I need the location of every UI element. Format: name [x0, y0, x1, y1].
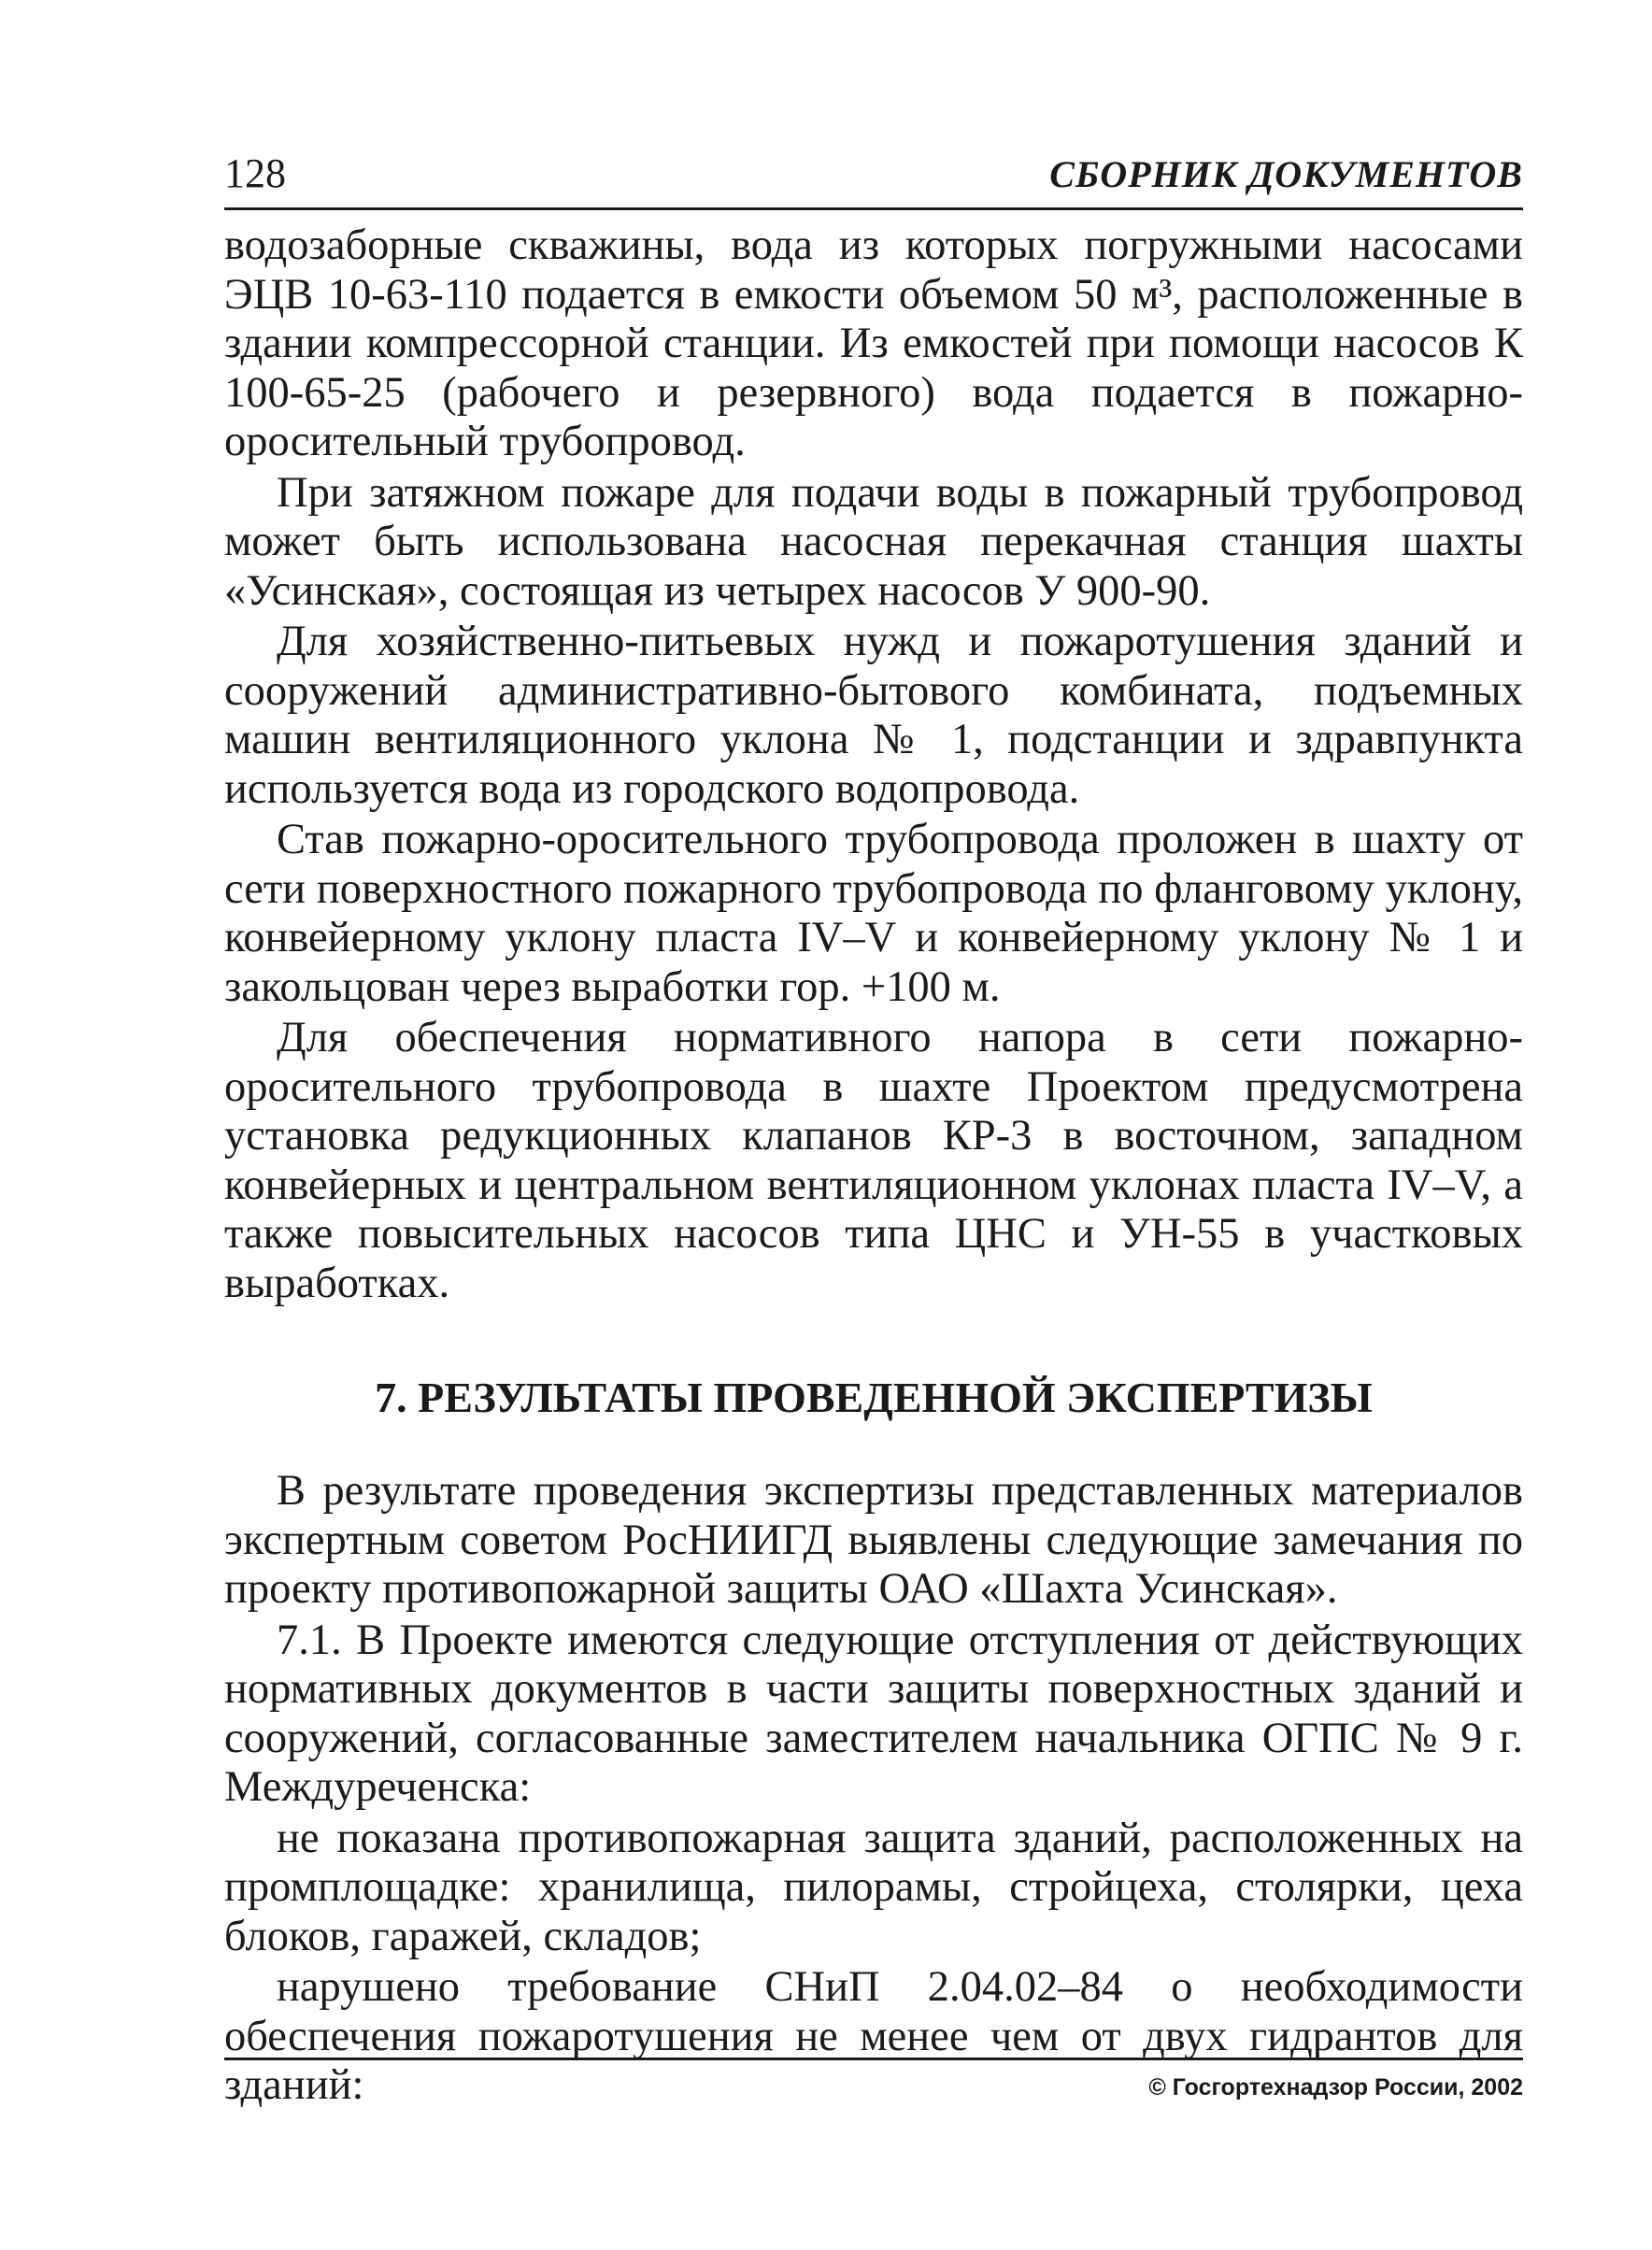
footer-rule	[224, 2058, 1523, 2060]
page-number: 128	[224, 150, 286, 196]
paragraph: Для хозяйственно-питьевых нужд и пожаротушения зданий и сооружений административно-бытового комбината, подъемных машин вентиляционного уклона № 1, подстанции и здравпункта используется вода из городского водопровода.	[224, 618, 1523, 813]
copyright-notice: © Госгортехнадзор России, 2002	[1148, 2074, 1523, 2100]
paragraph: Для обеспечения нормативного напора в сети пожарно-оросительного трубопровода в шахте Проектом предусмотрена установка редукционных клапанов КР-3 в восточном, западном конвейерных и центральном вентиляционном уклонах пласта IV–V, а также повысительных насосов типа ЦНС и УН-55 в участковых выработках.	[224, 1014, 1523, 1307]
paragraph: нарушено требование СНиП 2.04.02–84 о необходимости обеспечения пожаротушения не менее чем от двух гидрантов для зданий:	[224, 1963, 1523, 2109]
section-heading: 7. РЕЗУЛЬТАТЫ ПРОВЕДЕННОЙ ЭКСПЕРТИЗЫ	[375, 1374, 1373, 1421]
running-header	[224, 140, 1523, 210]
paragraph-continuation: водозаборные скважины, вода из которых погружными насосами ЭЦВ 10-63-110 подается в емкости объемом 50 м³, расположенные в здании компрессорной станции. Из емкостей при помощи насосов К 100-65-25 (рабочего и резервного) вода подается в пожарно-оросительный трубопровод.	[224, 221, 1523, 465]
paragraph: В результате проведения экспертизы представленных материалов экспертным советом РосНИИГД выявлены следующие замечания по проекту противопожарной защиты ОАО «Шахта Усинская».	[224, 1467, 1523, 1613]
paragraph: При затяжном пожаре для подачи воды в пожарный трубопровод может быть использована насосная перекачная станция шахты «Усинская», состоящая из четырех насосов У 900-90.	[224, 468, 1523, 615]
paragraph: Став пожарно-оросительного трубопровода проложен в шахту от сети поверхностного пожарного трубопровода по фланговому уклону, конвейерному уклону пласта IV–V и конвейерному уклону № 1 и закольцован через выработки гор. +100 м.	[224, 816, 1523, 1011]
collection-title: СБОРНИК ДОКУМЕНТОВ	[1049, 153, 1523, 195]
paragraph: не показана противопожарная защита зданий, расположенных на промплощадке: хранилища, пилорамы, стройцеха, столярки, цеха блоков, гаражей, складов;	[224, 1814, 1523, 1960]
paragraph: 7.1. В Проекте имеются следующие отступления от действующих нормативных документов в части защиты поверхностных зданий и сооружений, согласованные заместителем начальника ОГПС № 9 г. Междуреченска:	[224, 1616, 1523, 1811]
body-text	[224, 221, 1523, 2113]
